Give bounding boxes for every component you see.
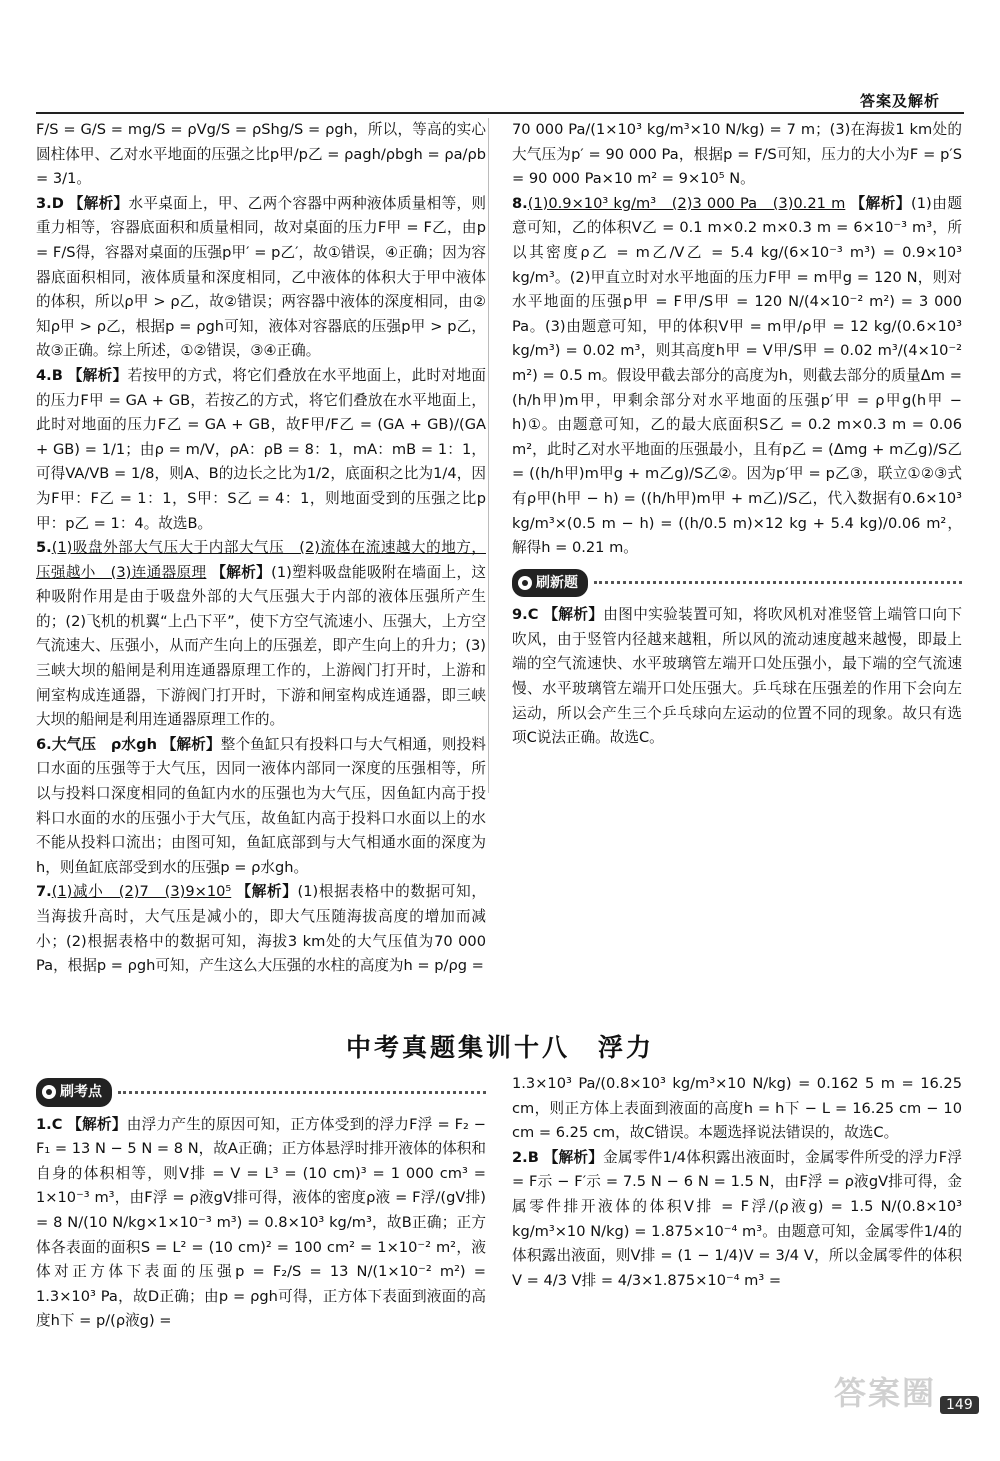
answer-item	[512, 192, 962, 561]
analysis-label: 【解析】	[68, 194, 129, 212]
item-answer: (1)吸盘外部大气压大于内部大气压 (2)流体在流速越大的地方，压强越小 (3)连通器原理	[36, 539, 486, 581]
left-column	[36, 118, 486, 979]
answer-item	[36, 536, 486, 733]
exam-point-tag	[36, 1078, 112, 1107]
item-answer: C	[51, 1115, 63, 1133]
right-column-bottom	[512, 1072, 962, 1293]
analysis-label: 【解析】	[543, 606, 604, 624]
item-text: 水平桌面上，甲、乙两个容器中两种液体质量相等，则重力相等，容器底面积和质量相同，故对桌面的压力F甲 = F乙，由p = F/S得，容器对桌面的压强p甲′ = p乙′，故①错误，④正确；因为容器底面积相同，液体质量和深度相同，乙中液体的体积大于甲中液体的体积，所以ρ甲 > ρ乙，故②错误；两容器中液体的深度相同，由②知ρ甲 > ρ乙，根据p = ρgh可知，液体对容器底的压强p甲 > p乙，故③正确。综上所述，①②错误，③④正确。	[36, 194, 486, 360]
item-text: 1.3×10³ Pa/(0.8×10³ kg/m³×10 N/kg) = 0.162 5 m = 16.25 cm，则正方体上表面到液面的高度h = h下 − L = 16.25 cm − 10 cm = 6.25 cm，故C错误。本题选择说法错误的，故选C。	[512, 1075, 962, 1142]
answer-item	[512, 1072, 962, 1146]
answer-item	[36, 733, 486, 881]
item-text: 由图中实验装置可知，将吹风机对准竖管上端管口向下吹风，由于竖管内径越来越粗，所以风的流动速度越来越慢，即最上端的空气流速快、水平玻璃管左端开口处压强小，最下端的空气流速慢、水平玻璃管左端开口处压强大。乒乓球在压强差的作用下会向左运动，所以会产生三个乒乓球向左运动的位置不同的现象。故只有选项C说法正确。故选C。	[512, 606, 962, 747]
column-divider	[488, 118, 489, 793]
dotted-rule	[118, 1091, 486, 1094]
tag-icon	[518, 576, 532, 590]
item-number: 6.	[36, 735, 52, 753]
item-number: 2.	[512, 1148, 528, 1166]
item-number: 8.	[512, 194, 528, 212]
right-column	[512, 118, 962, 751]
analysis-label: 【解析】	[67, 1115, 127, 1133]
analysis-label: 【解析】	[543, 1148, 604, 1166]
item-text: 由浮力产生的原因可知，正方体受到的浮力F浮 = F₂ − F₁ = 13 N − 5 N = 8 N，故A正确；正方体悬浮时排开液体的体积和自身的体积相等，则V排 = V = L³ = (10 cm)³ = 1 000 cm³ = 1×10⁻³ m³，由F浮 = ρ液gV排可得，液体的密度ρ液 = F浮/(gV排) = 8 N/(10 N/kg×1×10⁻³ m³) = 0.8×10³ kg/m³，故B正确；正方体各表面的面积S = L² = (10 cm)² = 100 cm² = 1×10⁻² m²，液体对正方体下表面的压强p = F₂/S = 13 N/(1×10⁻² m²) = 1.3×10³ Pa，故D正确；由p = ρgh可得，正方体下表面到液面的高度h下 = p/(ρ液g) =	[36, 1115, 486, 1330]
tag-icon	[42, 1085, 56, 1099]
answer-item	[36, 118, 486, 192]
new-question-tag	[512, 569, 588, 598]
item-text: 金属零件1/4体积露出液面时，金属零件所受的浮力F浮 = F示 − F′示 = 7.5 N − 6 N = 1.5 N，由F浮 = ρ液gV排可得，金属零件排开液体的体积V排 = F浮/(ρ液g) = 1.5 N/(0.8×10³ kg/m³×10 N/kg) = 1.875×10⁻⁴ m³。由题意可知，金属零件1/4的体积露出液面，则V排 = (1 − 1/4)V = 3/4 V，所以金属零件的体积V = 4/3 V排 = 4/3×1.875×10⁻⁴ m³ =	[512, 1148, 962, 1289]
item-number: 4.	[36, 366, 52, 384]
item-answer: B	[51, 366, 63, 384]
item-text: 整个鱼缸只有投料口与大气相通，则投料口水面的压强等于大气压，因同一液体内部同一深度的压强相等，所以与投料口深度相同的鱼缸内水的压强也为大气压，因鱼缸内高于投料口水面的水的压强小于大气压，故鱼缸内高于投料口水面以上的水不能从投料口流出；由图可知，鱼缸底部到与大气相通水面的深度为h，则鱼缸底部受到水的压强p = ρ水gh。	[36, 735, 486, 876]
analysis-label: 【解析】	[850, 194, 912, 212]
item-answer: C	[527, 606, 539, 624]
answer-item	[36, 364, 486, 536]
answer-item	[36, 192, 486, 364]
analysis-label: 【解析】	[236, 883, 298, 901]
item-answer: D	[51, 194, 64, 212]
item-text: F/S = G/S = mg/S = ρVg/S = ρShg/S = ρgh，所以，等高的实心圆柱体甲、乙对水平地面的压强之比p甲/p乙 = ρagh/ρbgh = ρa/ρb = 3/1。	[36, 121, 486, 188]
header-rule	[36, 112, 964, 114]
answer-item	[512, 603, 962, 751]
item-answer: (1)0.9×10³ kg/m³ (2)3 000 Pa (3)0.21 m	[527, 194, 846, 212]
item-text: (1)根据表格中的数据可知，当海拔升高时，大气压是减小的，即大气压随海拔高度的增加而减小；(2)根据表格中的数据可知，海拔3 km处的大气压值为70 000 Pa，根据p = ρgh可知，产生这么大压强的水柱的高度为h = p/ρg =	[36, 883, 486, 975]
item-text: (1)由题意可知，乙的体积V乙 = 0.1 m×0.2 m×0.3 m = 6×10⁻³ m³，所以其密度ρ乙 = m乙/V乙 = 5.4 kg/(6×10⁻³ m³) = 0.9×10³ kg/m³。(2)甲直立时对水平地面的压力F甲 = m甲g = 120 N，则对水平地面的压强p甲 = F甲/S甲 = 120 N/(4×10⁻² m²) = 3 000 Pa。(3)由题意可知，甲的体积V甲 = m甲/ρ甲 = 12 kg/(0.6×10³ kg/m³) = 0.02 m³，则其高度h甲 = V甲/S甲 = 0.02 m³/(4×10⁻² m²) = 0.5 m。假设甲截去部分的高度为h，则截去部分的质量Δm = (h/h甲)m甲，甲剩余部分对水平地面的压强p′甲 = ρ甲g(h甲 − h)①。由题意可知，乙的最大底面积S乙 = 0.2 m×0.3 m = 0.06 m²，此时乙对水平地面的压强最小，且有p乙 = (Δmg + m乙g)/S乙 = ((h/h甲)m甲g + m乙g)/S乙②。因为p′甲 = p乙③，联立①②③式有ρ甲(h甲 − h) = ((h/h甲)m甲 + m乙)/S乙，代入数据有0.6×10³ kg/m³×(0.5 m − h) = ((h/0.5 m)×12 kg + 5.4 kg)/0.06 m²，解得h = 0.21 m。	[512, 194, 962, 557]
item-number: 9.	[512, 606, 528, 624]
answer-item	[512, 1146, 962, 1294]
exam-point-tag-row	[36, 1078, 486, 1107]
answer-item	[512, 118, 962, 192]
item-number: 1.	[36, 1115, 52, 1133]
item-answer: (1)减小 (2)7 (3)9×10⁵	[51, 883, 232, 901]
tag-label: 刷新题	[536, 574, 578, 591]
analysis-label: 【解析】	[67, 366, 128, 384]
item-text: 70 000 Pa/(1×10³ kg/m³×10 N/kg) = 7 m；(3)在海拔1 km处的大气压为p′ = 90 000 Pa，根据p = F/S可知，压力的大小为F = p′S = 90 000 Pa×10 m² = 9×10⁵ N。	[512, 121, 962, 188]
item-text: (1)塑料吸盘能吸附在墙面上，这种吸附作用是由于吸盘外部的大气压强大于内部的液体压强所产生的；(2)飞机的机翼“上凸下平”，使下方空气流速小、压强大，上方空气流速大、压强小，从而产生向上的压强差，即产生向上的升力；(3)三峡大坝的船闸是利用连通器原理工作的，上游阀门打开时，上游和闸室构成连通器，下游阀门打开时，下游和闸室构成连通器，即三峡大坝的船闸是利用连通器原理工作的。	[36, 563, 486, 729]
item-answer: B	[527, 1148, 539, 1166]
answer-item	[36, 880, 486, 978]
new-question-tag-row	[512, 569, 962, 598]
page-header-title: 答案及解析	[859, 92, 940, 110]
section-title: 中考真题集训十八 浮力	[345, 1033, 654, 1062]
item-text: 若按甲的方式，将它们叠放在水平地面上，此时对地面的压力F甲 = GA + GB，若按乙的方式，将它们叠放在水平地面上，此时对地面的压力F乙 = GA + GB，故F甲/F乙 = (GA + GB)/(GA + GB) = 1/1；由ρ = m/V，ρA：ρB = 8：1，mA：mB = 1：1，可得VA/VB = 1/8，则A、B的边长之比为1/2，底面积之比为1/4，因为F甲：F乙 = 1：1，S甲：S乙 = 4：1，则地面受到的压强之比p甲：p乙 = 1：4。故选B。	[36, 366, 486, 532]
dotted-rule	[594, 581, 962, 584]
item-number: 7.	[36, 883, 52, 901]
item-answer: 大气压 ρ水gh	[51, 735, 157, 753]
answer-item	[36, 1113, 486, 1334]
tag-label: 刷考点	[60, 1084, 102, 1100]
item-number: 5.	[36, 539, 52, 557]
left-column-bottom	[36, 1070, 486, 1334]
analysis-label: 【解析】	[211, 563, 272, 581]
page-number: 149	[940, 1396, 979, 1414]
item-number: 3.	[36, 194, 52, 212]
watermark-logo: 答案圈	[834, 1374, 937, 1412]
analysis-label: 【解析】	[161, 735, 221, 753]
